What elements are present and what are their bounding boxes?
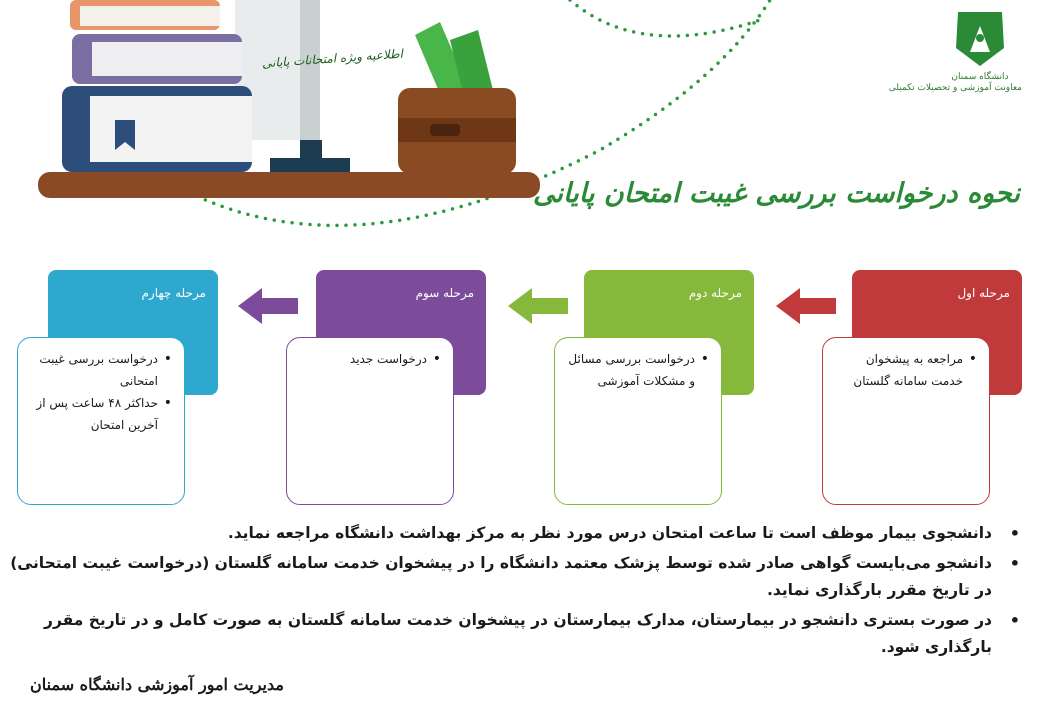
page-title: نحوه درخواست بررسی غیبت امتحان پایانی — [533, 178, 1020, 209]
stage-2-label: مرحله دوم — [688, 286, 742, 300]
stage-3-label: مرحله سوم — [415, 286, 474, 300]
instructions-list — [10, 520, 1022, 664]
stage-1-item: • مراجعه به پیشخوان خدمت سامانه گلستان — [833, 348, 977, 392]
stage-4-item-2: • حداکثر ۴۸ ساعت پس از آخرین امتحان — [28, 392, 172, 436]
signature: مدیریت امور آموزشی دانشگاه سمنان — [30, 675, 284, 694]
university-emblem-icon — [952, 8, 1008, 68]
arrow-left-icon-purple — [238, 286, 298, 326]
university-logo — [888, 8, 1022, 103]
logo-text-department: معاونت آموزشی و تحصیلات تکمیلی — [888, 83, 1022, 93]
stage-2-card — [554, 337, 722, 505]
logo-text-university: دانشگاه سمنان — [951, 72, 1009, 82]
stage-3-item: • درخواست جدید — [297, 348, 441, 370]
stage-1-card — [822, 337, 990, 505]
exam-announcement-banner: اطلاعیه ویژه امتحانات پایانی — [261, 46, 404, 71]
stage-3-card — [286, 337, 454, 505]
books-shelf-illustration — [0, 0, 560, 215]
arrow-left-icon-green — [508, 286, 568, 326]
arrow-left-icon-red — [776, 286, 836, 326]
stage-1-label: مرحله اول — [957, 286, 1010, 300]
instruction-item-2: • دانشجو می‌بایست گواهی صادر شده توسط پزشک معتمد دانشگاه را در پیشخوان خدمت سامانه گلستان (درخواست غیبت امتحانی) در تاریخ مقرر بارگذاری نماید. — [10, 550, 1022, 604]
stage-4-card — [17, 337, 185, 505]
stage-2-item: • درخواست بررسی مسائل و مشکلات آموزشی — [565, 348, 709, 392]
stage-4-item-1: • درخواست بررسی غیبت امتحانی — [28, 348, 172, 392]
stage-4-label: مرحله چهارم — [141, 286, 206, 300]
instruction-item-3: • در صورت بستری دانشجو در بیمارستان، مدارک بیمارستان در پیشخوان خدمت سامانه گلستان به صورت کامل و در تاریخ مقرر بارگذاری شود. — [10, 607, 1022, 661]
instruction-item-1: • دانشجوی بیمار موظف است تا ساعت امتحان درس مورد نظر به مرکز بهداشت دانشگاه مراجعه نماید. — [10, 520, 1022, 547]
